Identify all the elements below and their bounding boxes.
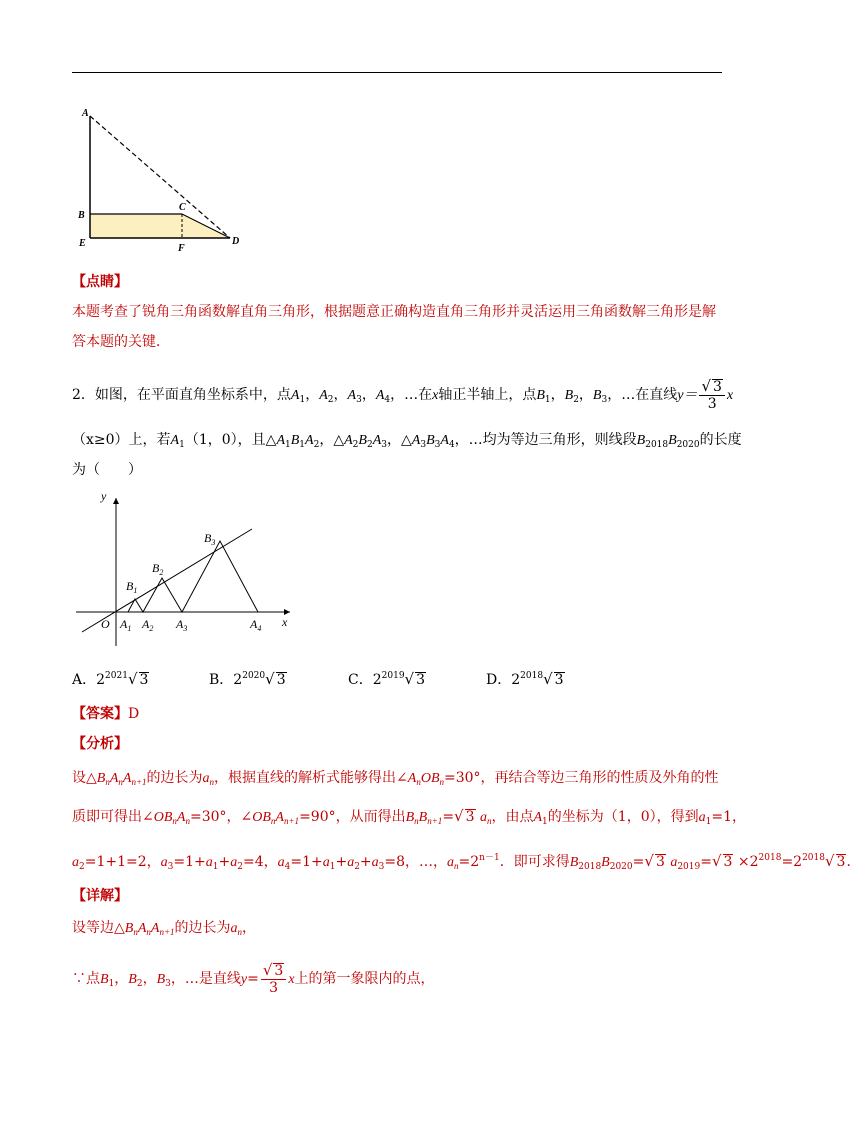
label-a: A	[82, 108, 89, 119]
dianjing-line2: 答本题的关键．	[72, 334, 170, 350]
detail-line1: 设等边$\triangle B_nA_nA_{n+1}$的边长为$a_n$，	[72, 920, 257, 937]
right-triangle-figure	[72, 104, 262, 254]
slope-fraction: $\frac{√ 3}{3}$	[699, 378, 724, 412]
label-b: B	[78, 210, 85, 221]
svg-text:B1: $B_1$	[126, 579, 138, 595]
svg-text:B3: $B_3$	[204, 531, 216, 547]
y-axis-label: y	[101, 489, 107, 503]
answer-line: 【答案】D	[72, 706, 140, 722]
detail-line2: ∵点$B_1$，$B_2$，$B_3$，…是直线y= $\frac{√ 3}{3}$ x上的第一象限内的点，	[72, 961, 435, 996]
svg-text:A1: $A_1$	[120, 617, 132, 633]
option-d[interactable]: D．$2^{2018}√$ 3	[486, 670, 564, 688]
option-c[interactable]: C．$2^{2019}√$ 3	[348, 670, 426, 688]
question-line2: （x≥0）上，若$A_1(1$，0），且$\triangle A_1B_1A_2$，$\triangle A_2B_2A_3$，$\triangle A_3B_3A_4$，…均为等边三角形，则线段$B_{2018}B_{2020}$的长度	[72, 432, 742, 450]
label-d: D	[232, 236, 240, 247]
analysis-heading: 【分析】	[72, 736, 128, 752]
label-f: F	[178, 243, 185, 254]
svg-text:A4: $A_4$	[250, 617, 262, 633]
svg-text:A3: $A_3$	[176, 617, 188, 633]
detail-heading: 【详解】	[72, 888, 128, 904]
svg-text:B2: $B_2$	[152, 561, 164, 577]
analysis-line2: 质即可得出$\angle OB_nA_n=30^\circ$，$\angle OB_nA_{n+1}=90^\circ$，从而得出$B_nB_{n+1}=√$ 3 $a_n$，由点$A_1$的坐标为（1，0），得到$a_1=1$，	[72, 807, 746, 827]
label-c: C	[179, 202, 186, 213]
question-line3: 为（ ）	[72, 462, 142, 478]
coordinate-figure	[72, 486, 302, 646]
origin-label: O	[101, 617, 110, 631]
shaded-rectangle	[90, 214, 230, 238]
option-a[interactable]: A．$2^{2021}√$ 3	[72, 670, 149, 688]
x-axis-label: x	[282, 615, 288, 629]
analysis-line1: 设$\triangle B_nA_nA_{n+1}$的边长为$a_n$，根据直线的解析式能够得出$\angle A_nOB_n=30^\circ$，再结合等边三角形的性质及外角的性	[72, 770, 719, 787]
svg-text:A2: $A_2$	[142, 617, 154, 633]
dianjing-line1: 本题考查了锐角三角函数解直角三角形，根据题意正确构造直角三角形并灵活运用三角函数解三角形是解	[72, 304, 716, 320]
option-b[interactable]: B．$2^{2020}√$ 3	[209, 670, 286, 688]
header-rule	[72, 72, 722, 73]
label-e: E	[79, 238, 86, 249]
question-line1: 2．如图，在平面直角坐标系中，点$A_1$，$A_2$，$A_3$，$A_4$，…在x轴正半轴上，点$B_1$，$B_2$，$B_3$，…在直线y＝ $\frac{√ 3}{3}$ x	[72, 377, 734, 412]
dianjing-heading: 【点睛】	[72, 274, 128, 290]
analysis-line3: $a_2=1+1=2$，$a_3=1+a_1+a_2=4$，$a_4=1+a_1+a_2+a_3=8$，…，$a_n=2^{n-1}$．即可求得$B_{2018}B_{2020}=√$ 3 $a_{2019}=√$ $3 \times 2^{2018}=2^{2018}√$ 3．	[72, 852, 860, 872]
